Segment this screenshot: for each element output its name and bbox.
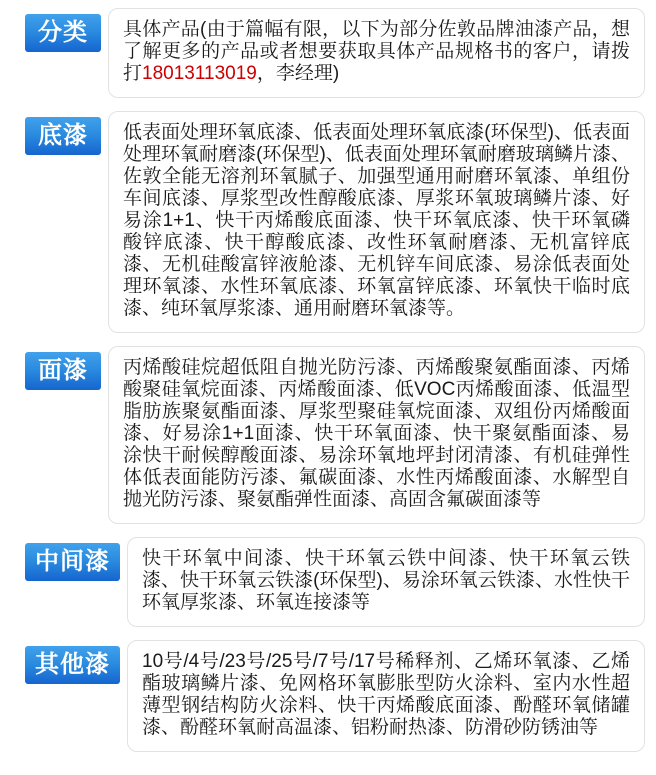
category-tag: 分类: [25, 14, 101, 52]
primer-content-box: 低表面处理环氧底漆、低表面处理环氧底漆(环保型)、低表面处理环氧耐磨漆(环保型)、低表面处理环氧耐磨玻璃鳞片漆、佐敦全能无溶剂环氧腻子、加强型通用耐磨环氧漆、单组份车间底漆、厚浆型改性醇酸底漆、厚浆环氧玻璃鳞片漆、好易涂1+1、快干丙烯酸底面漆、快干环氧底漆、快干环氧磷酸锌底漆、快干醇酸底漆、改性环氧耐磨漆、无机富锌底漆、无机硅酸富锌液舱漆、无机锌车间底漆、易涂低表面处理环氧漆、水性环氧底漆、环氧富锌底漆、环氧快干临时底漆、纯环氧厚浆漆、通用耐磨环氧漆等。: [108, 111, 645, 333]
topcoat-content-box: 丙烯酸硅烷超低阻自抛光防污漆、丙烯酸聚氨酯面漆、丙烯酸聚硅氧烷面漆、丙烯酸面漆、低VOC丙烯酸面漆、低温型脂肪族聚氨酯面漆、厚浆型聚硅氧烷面漆、双组份丙烯酸面漆、好易涂1+1面漆、快干环氧面漆、快干聚氨酯面漆、易涂快干耐候醇酸面漆、易涂环氧地坪封闭清漆、有机硅弹性体低表面能防污漆、氟碳面漆、水性丙烯酸面漆、水解型自抛光防污漆、聚氨酯弹性面漆、高固含氟碳面漆等: [108, 346, 645, 524]
intermediate-tag: 中间漆: [25, 543, 120, 581]
intermediate-content-box: 快干环氧中间漆、快干环氧云铁中间漆、快干环氧云铁漆、快干环氧云铁漆(环保型)、易涂环氧云铁漆、水性快干环氧厚浆漆、环氧连接漆等: [127, 537, 645, 627]
primer-tag: 底漆: [25, 117, 101, 155]
section-row-intermediate: [25, 537, 645, 627]
section-row-category: [25, 8, 645, 98]
category-text-before-phone: 具体产品(由于篇幅有限，以下为部分佐敦品牌油漆产品，想了解更多的产品或者想要获取具体产品规格书的客户，请拨打: [123, 19, 630, 84]
section-row-other: [25, 640, 645, 752]
section-row-topcoat: [25, 346, 645, 524]
other-paints-tag: 其他漆: [25, 646, 120, 684]
category-content-box: [108, 8, 645, 98]
contact-phone-number: 18013113019: [142, 63, 257, 84]
category-text-after-phone: ，李经理): [256, 63, 340, 84]
section-row-primer: [25, 111, 645, 333]
other-paints-content-box: 10号/4号/23号/25号/7号/17号稀释剂、乙烯环氧漆、乙烯酯玻璃鳞片漆、免网格环氧膨胀型防火涂料、室内水性超薄型钢结构防火涂料、快干丙烯酸底面漆、酚醛环氧储罐漆、酚醛环氧耐高温漆、铝粉耐热漆、防滑砂防锈油等: [127, 640, 645, 752]
topcoat-tag: 面漆: [25, 352, 101, 390]
